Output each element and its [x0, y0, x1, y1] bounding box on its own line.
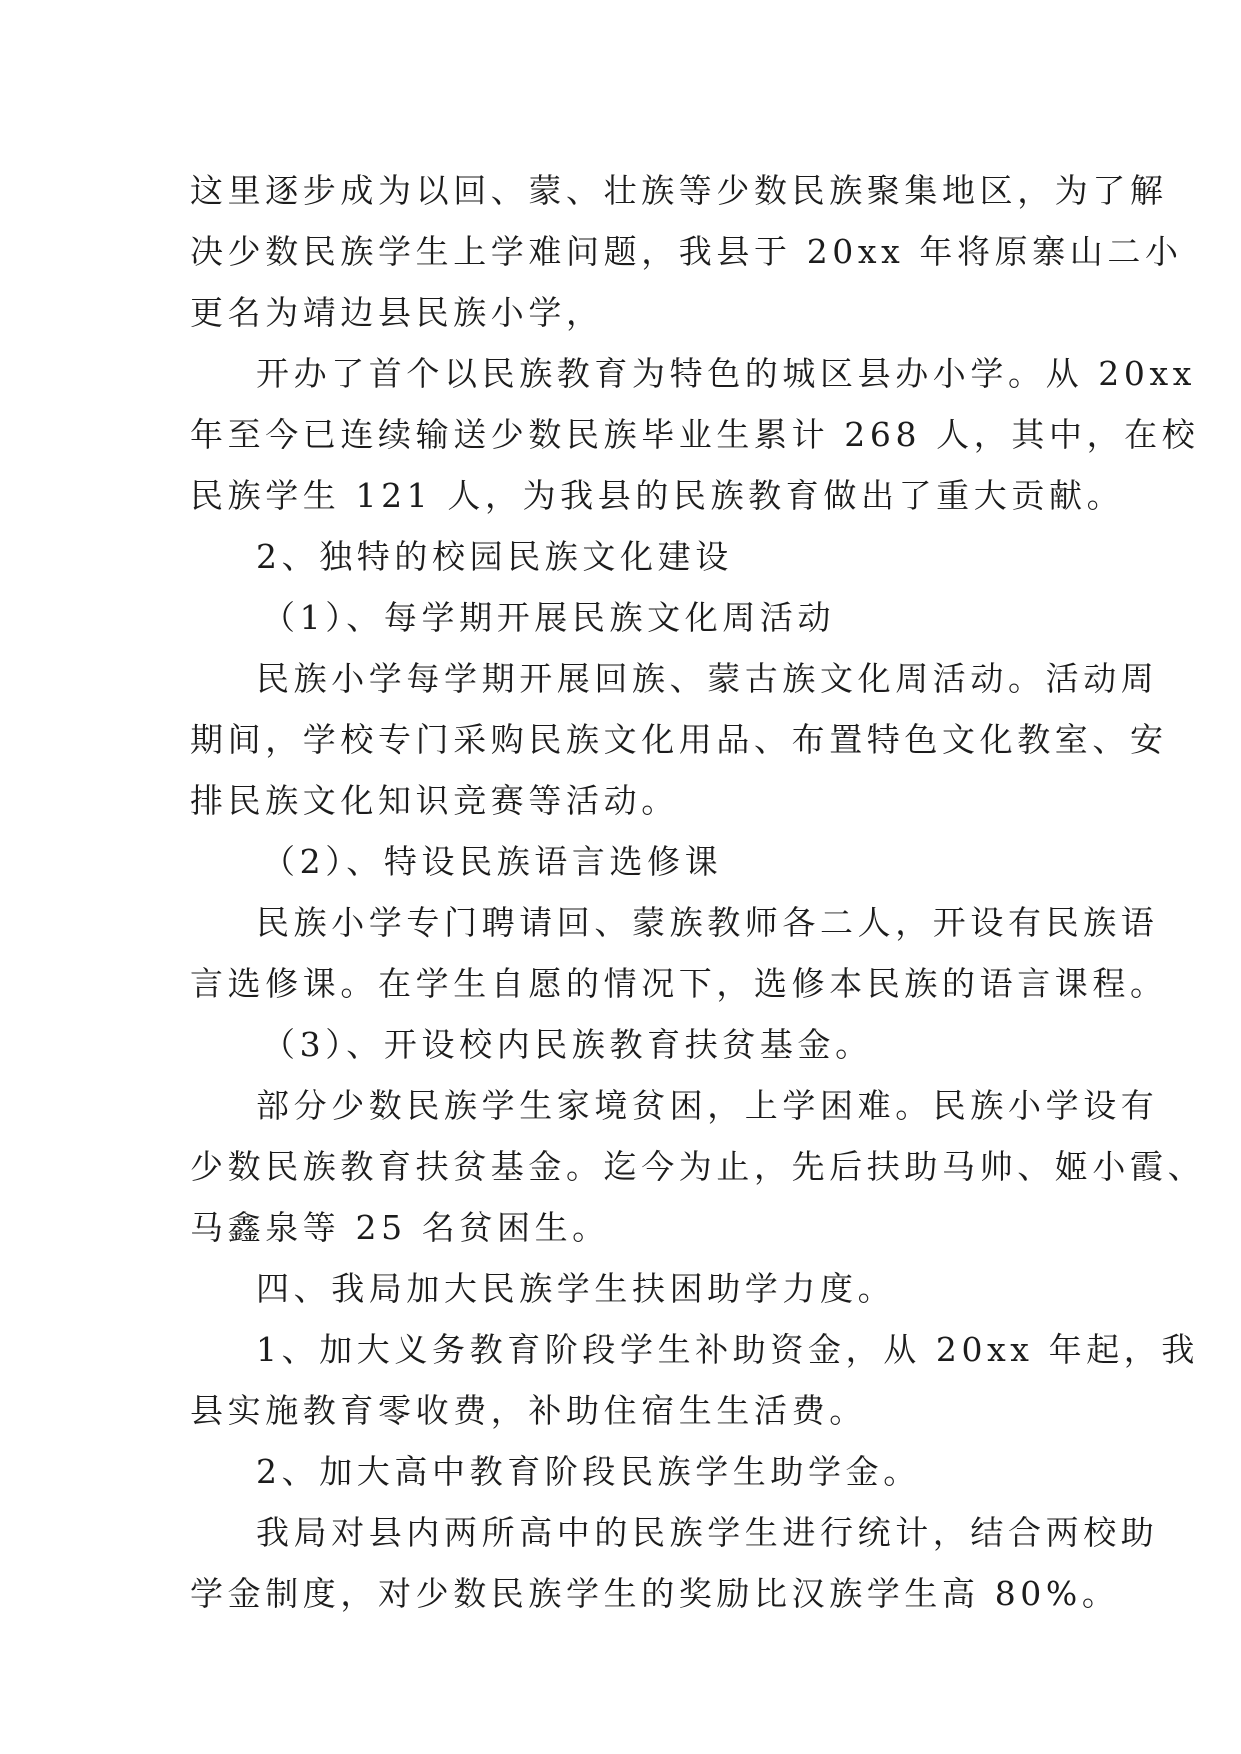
- text-line: 少数民族教育扶贫基金。迄今为止，先后扶助马帅、姬小霞、: [190, 1147, 1206, 1186]
- text-line: 部分少数民族学生家境贫困，上学困难。民族小学设有: [256, 1086, 1159, 1125]
- text-line: 民族学生 121 人，为我县的民族教育做出了重大贡献。: [190, 476, 1125, 515]
- text-line: 期间，学校专门采购民族文化用品、布置特色文化教室、安: [190, 720, 1168, 759]
- text-line: 言选修课。在学生自愿的情况下，选修本民族的语言课程。: [190, 964, 1168, 1003]
- text-line: 年至今已连续输送少数民族毕业生累计 268 人，其中，在校: [190, 415, 1200, 454]
- text-line: 1、加大义务教育阶段学生补助资金，从 20xx 年起，我: [256, 1330, 1199, 1369]
- text-line: 决少数民族学生上学难问题，我县于 20xx 年将原寨山二小: [190, 232, 1183, 271]
- text-line: 民族小学专门聘请回、蒙族教师各二人，开设有民族语: [256, 903, 1159, 942]
- section-heading: 2、独特的校园民族文化建设: [256, 537, 733, 576]
- text-line: 学金制度，对少数民族学生的奖励比汉族学生高 80%。: [190, 1574, 1120, 1613]
- subsection-heading: （3）、开设校内民族教育扶贫基金。: [262, 1025, 873, 1064]
- text-line: 更名为靖边县民族小学，: [190, 293, 604, 332]
- section-heading: 2、加大高中教育阶段民族学生助学金。: [256, 1452, 921, 1491]
- text-line: 这里逐步成为以回、蒙、壮族等少数民族聚集地区，为了解: [190, 171, 1168, 210]
- text-line: 开办了首个以民族教育为特色的城区县办小学。从 20xx: [256, 354, 1196, 393]
- text-line: 排民族文化知识竞赛等活动。: [190, 781, 679, 820]
- subsection-heading: （1）、每学期开展民族文化周活动: [262, 598, 836, 637]
- document-body: [190, 160, 1206, 1624]
- section-heading: 四、我局加大民族学生扶困助学力度。: [256, 1269, 896, 1308]
- subsection-heading: （2）、特设民族语言选修课: [262, 842, 723, 881]
- text-line: 民族小学每学期开展回族、蒙古族文化周活动。活动周: [256, 659, 1159, 698]
- text-line: 县实施教育零收费，补助住宿生生活费。: [190, 1391, 867, 1430]
- text-line: 我局对县内两所高中的民族学生进行统计，结合两校助: [256, 1513, 1159, 1552]
- text-line: 马鑫泉等 25 名贫困生。: [190, 1208, 610, 1247]
